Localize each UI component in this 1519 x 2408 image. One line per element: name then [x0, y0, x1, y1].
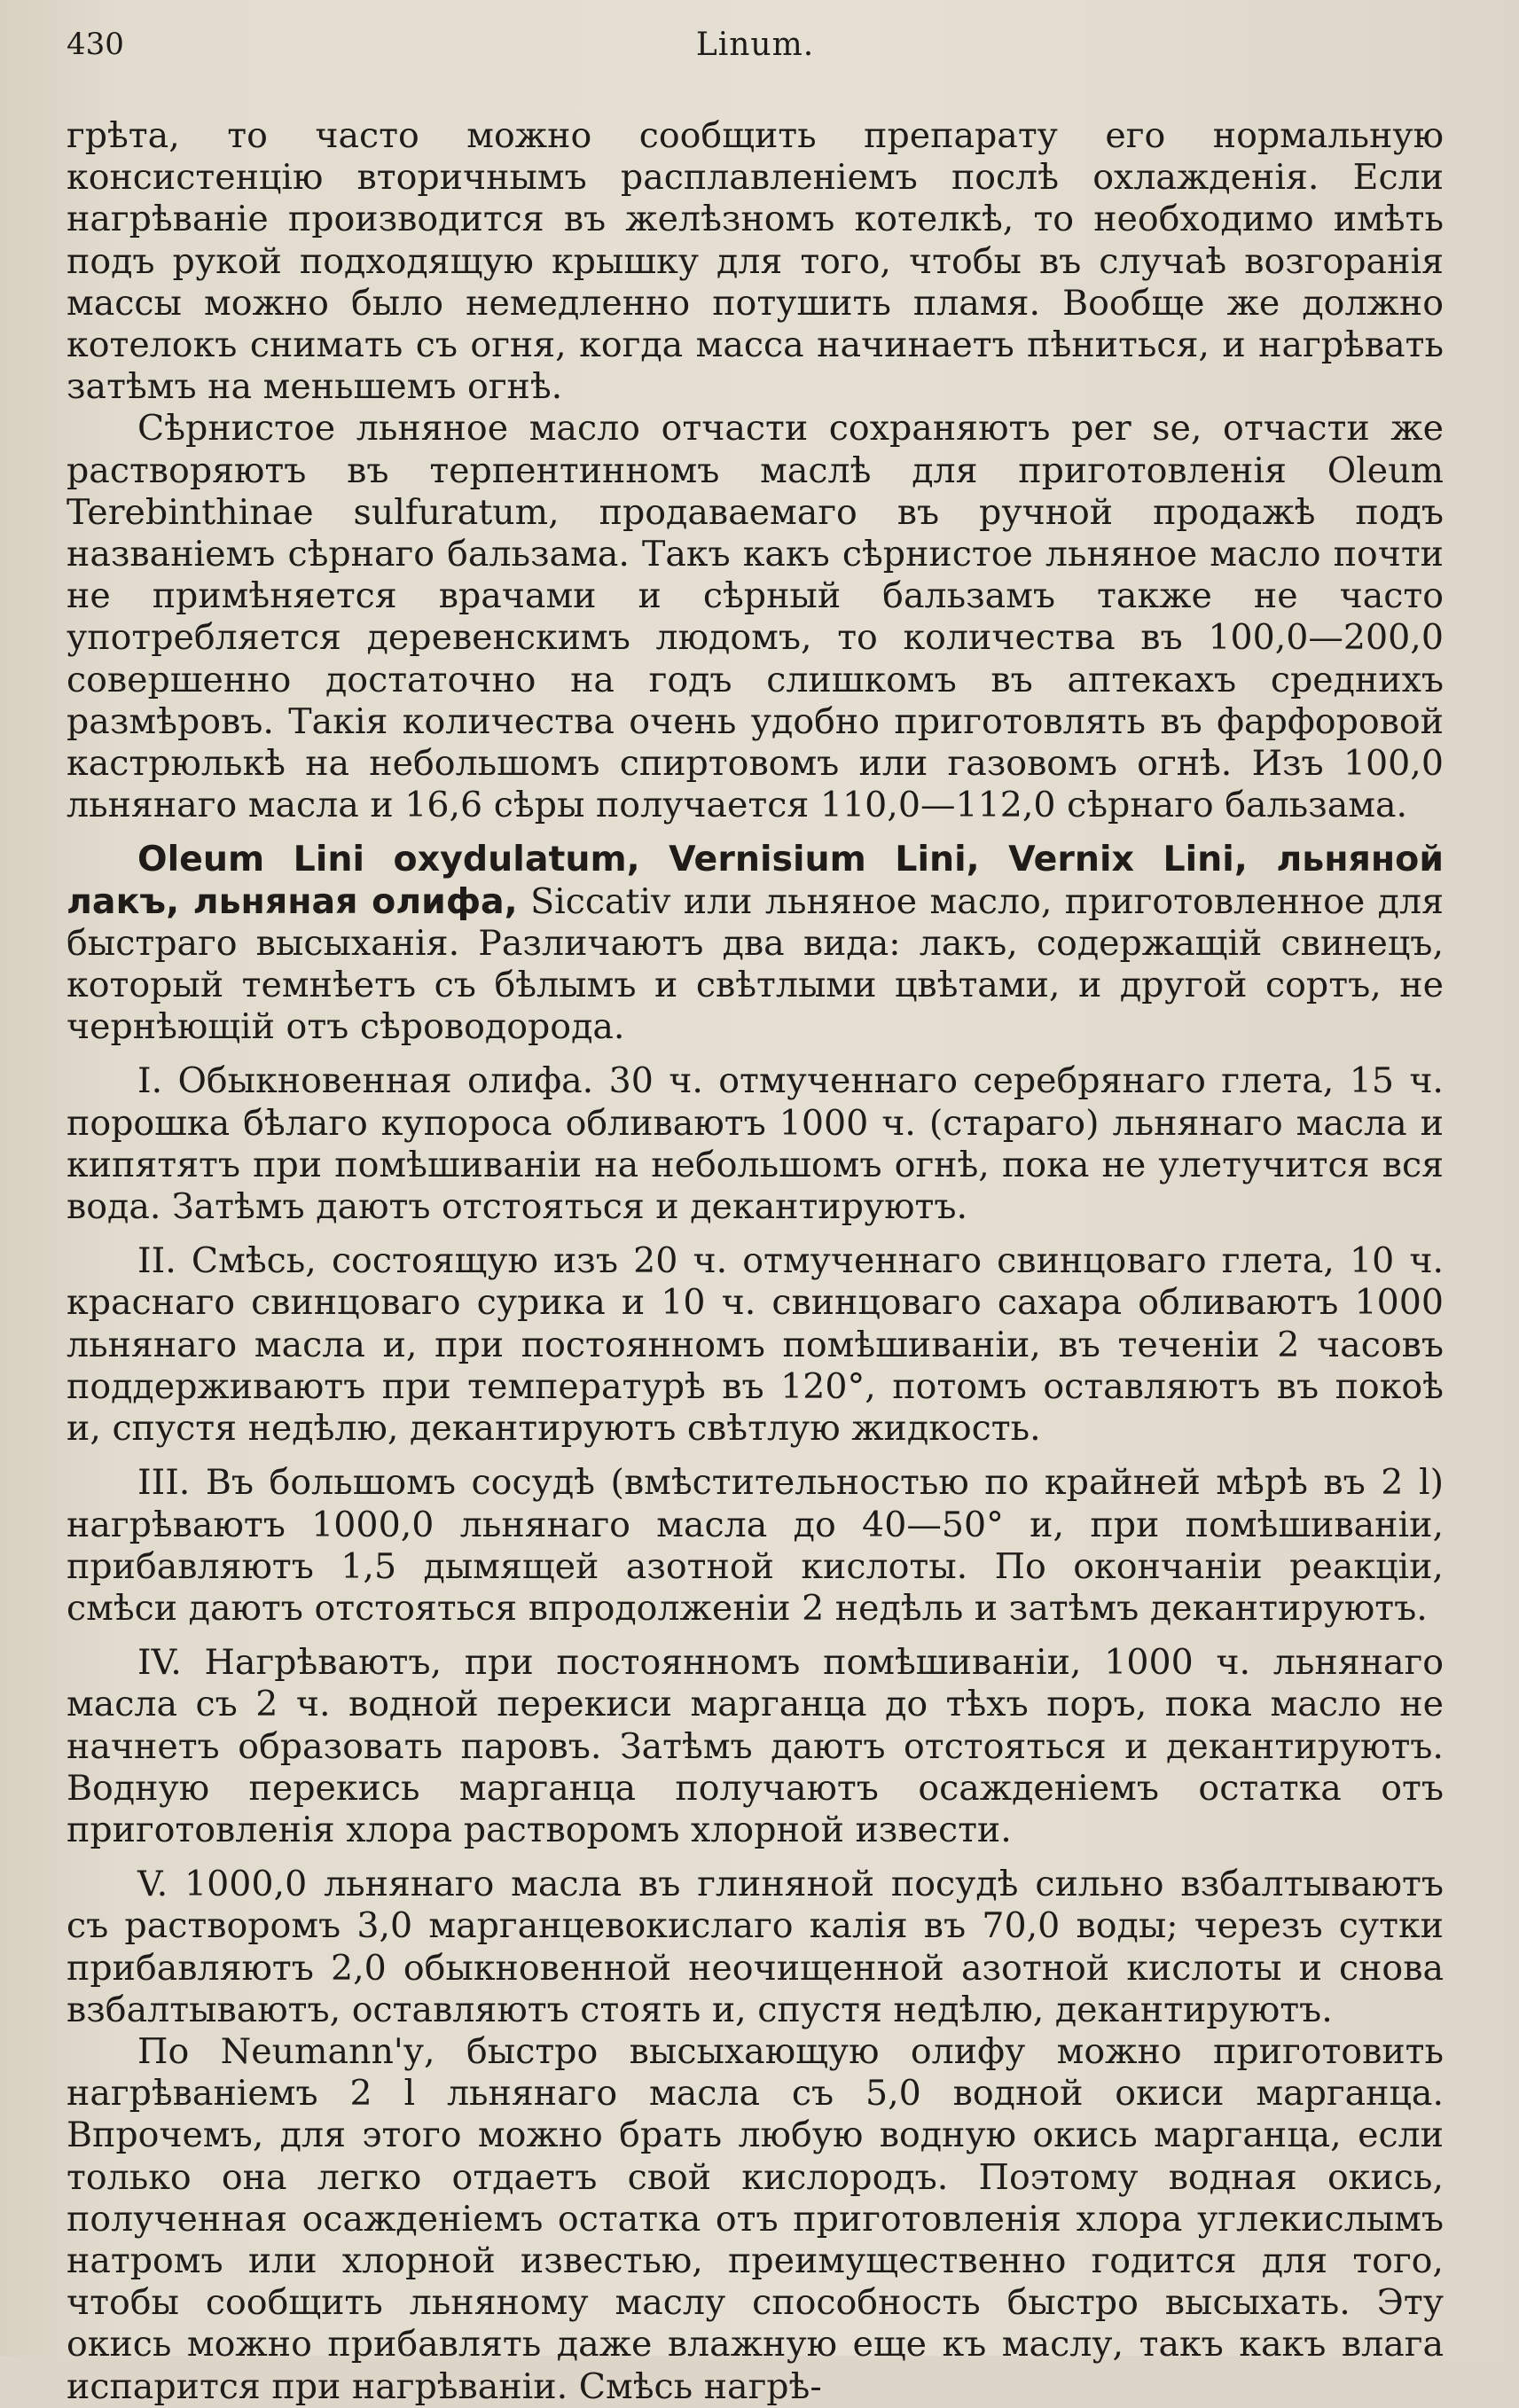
- method-3: III. Въ большомъ сосудѣ (вмѣстительностью по крайней мѣрѣ въ 2 l) нагрѣваютъ 1000,0 льнянаго масла до 40—50° и, при помѣшиваніи, прибавляютъ 1,5 дымящей азотной кислоты. По окончаніи реакціи, смѣси даютъ отстояться впродолженіи 2 недѣль и затѣмъ декантируютъ.: [67, 1462, 1444, 1629]
- paragraph-continuation: грѣта, то часто можно сообщить препарату его нормальную консистенцію вторичнымъ расплавленіемъ послѣ охлажденія. Если нагрѣваніе производится въ желѣзномъ котелкѣ, то необходимо имѣть подъ рукой подходящую крышку для того, чтобы въ случаѣ возгоранія массы можно было немедленно потушить пламя. Вообще же должно котелокъ снимать съ огня, когда масса начинаетъ пѣниться, и нагрѣвать затѣмъ на меньшемъ огнѣ.: [67, 115, 1444, 408]
- entry-paragraph: [67, 839, 1444, 1048]
- entry-text: Siccativ или льняное масло, приготовленное для быстраго высыханія. Различаютъ два вида: лакъ, содержащій свинецъ, который темнѣетъ съ бѣлымъ и свѣтлыми цвѣтами, и другой сортъ, не чернѣющій отъ сѣроводорода.: [67, 880, 1445, 1048]
- method-1: I. Обыкновенная олифа. 30 ч. отмученнаго серебрянаго глета, 15 ч. порошка бѣлаго купороса обливаютъ 1000 ч. (стараго) льнянаго масла и кипятятъ при помѣшиваніи на небольшомъ огнѣ, пока не улетучится вся вода. Затѣмъ даютъ отстояться и декантируютъ.: [67, 1060, 1444, 1228]
- paragraph-sulfur-oil: Сѣрнистое льняное масло отчасти сохраняютъ per se, отчасти же растворяютъ въ терпентинномъ маслѣ для приготовленія Oleum Terebinthinae sulfuratum, продаваемаго въ ручной продажѣ подъ названіемъ сѣрнаго бальзама. Такъ какъ сѣрнистое льняное масло почти не примѣняется врачами и сѣрный бальзамъ также не часто употребляется деревенскимъ людомъ, то количества въ 100,0—200,0 совершенно достаточно на годъ слишкомъ въ аптекахъ среднихъ размѣровъ. Такія количества очень удобно приготовлять въ фарфоровой кастрюлькѣ на небольшомъ спиртовомъ или газовомъ огнѣ. Изъ 100,0 льнянаго масла и 16,6 сѣры получается 110,0—112,0 сѣрнаго бальзама.: [67, 408, 1444, 826]
- paragraph-neumann: По Neumann'у, быстро высыхающую олифу можно приготовить нагрѣваніемъ 2 l льнянаго масла съ 5,0 водной окиси марганца. Впрочемъ, для этого можно брать любую водную окись марганца, если только она легко отдаетъ свой кислородъ. Поэтому водная окись, полученная осажденіемъ остатка отъ приготовленія хлора углекислымъ натромъ или хлорной известью, преимущественно годится для того, чтобы сообщить льняному маслу способность быстро высыхать. Эту окись можно прибавлять даже влажную еще къ маслу, такъ какъ влага испарится при нагрѣваніи. Смѣсь нагрѣ-: [67, 2030, 1444, 2407]
- entry-headword: Oleum Lini oxydulatum, Vernisium Lini, Vernix Lini, льняной лакъ, льняная олифа,: [67, 839, 1444, 922]
- method-5: V. 1000,0 льнянаго масла въ глиняной посудѣ сильно взбалтываютъ съ растворомъ 3,0 марганцевокислаго калія въ 70,0 воды; черезъ сутки прибавляютъ 2,0 обыкновенной неочищенной азотной кислоты и снова взбалтываютъ, оставляютъ стоять и, спустя недѣлю, декантируютъ.: [67, 1864, 1444, 2030]
- method-4: IV. Нагрѣваютъ, при постоянномъ помѣшиваніи, 1000 ч. льнянаго масла съ 2 ч. водной перекиси марганца до тѣхъ поръ, пока масло не начнетъ образовать паровъ. Затѣмъ даютъ отстояться и декантируютъ. Водную перекись марганца получаютъ осажденіемъ остатка отъ приготовленія хлора растворомъ хлорной извести.: [67, 1642, 1444, 1850]
- method-2: II. Смѣсь, состоящую изъ 20 ч. отмученнаго свинцоваго глета, 10 ч. краснаго свинцоваго сурика и 10 ч. свинцоваго сахара обливаютъ 1000 льнянаго масла и, при постоянномъ помѣшиваніи, въ теченіи 2 часовъ поддерживаютъ при температурѣ въ 120°, потомъ оставляютъ въ покоѣ и, спустя недѣлю, декантируютъ свѣтлую жидкость.: [67, 1240, 1444, 1450]
- running-title: Linum.: [695, 27, 815, 63]
- page-header: [67, 27, 1444, 89]
- page-number: 430: [67, 27, 124, 62]
- body-text: [67, 115, 1444, 2408]
